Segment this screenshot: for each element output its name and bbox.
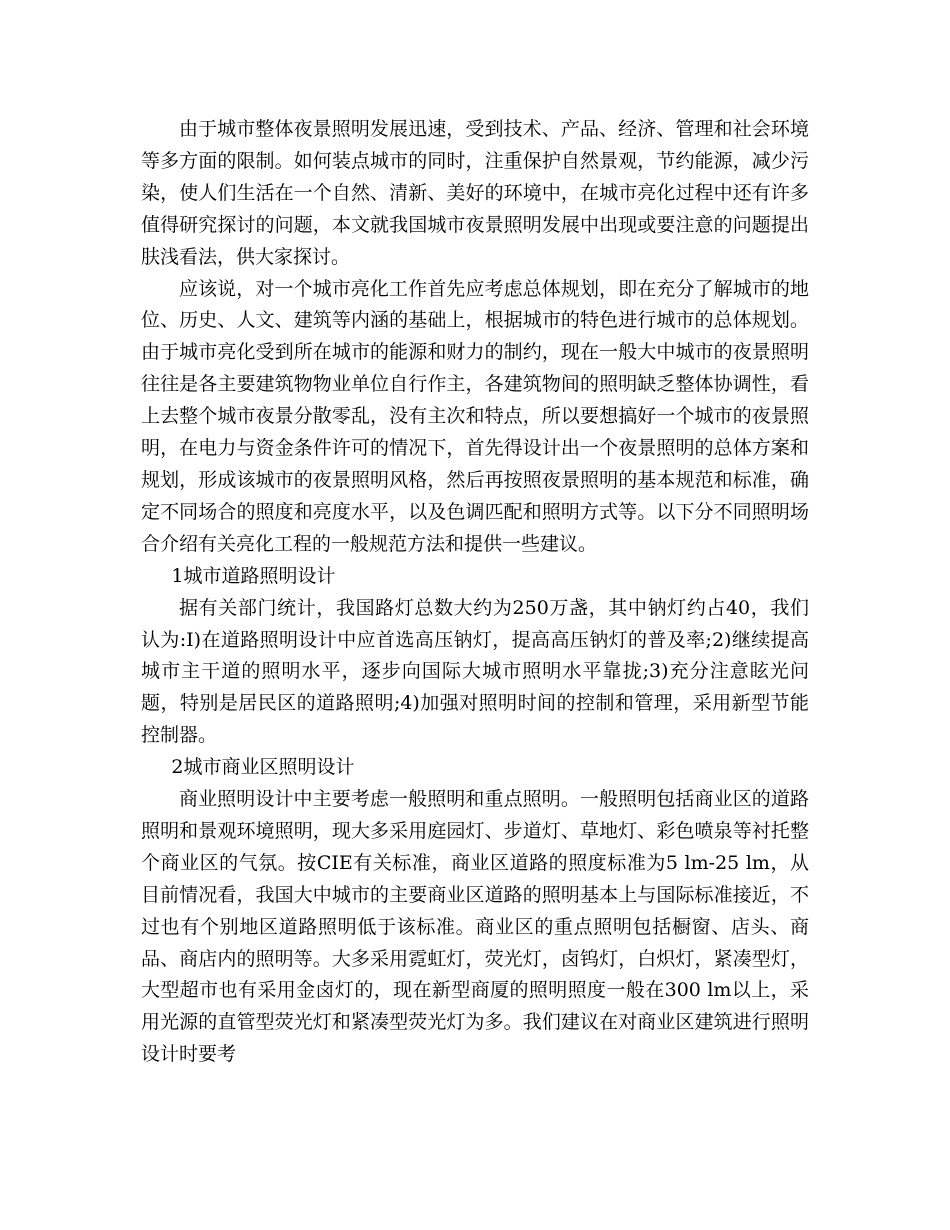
section-1-heading: 1城市道路照明设计 [171,564,336,587]
section-2-body: 商业照明设计中主要考虑一般照明和重点照明。一般照明包括商业区的道路照明和景观环境照明，现大多采用庭园灯、步道灯、草地灯、彩色喷泉等衬托整个商业区的气氛。按CIE有关标准，商业区道路的照度标准为5 lm-25 lm，从目前情况看，我国大中城市的主要商业区道路的照明基本上与国际标准接近，不过也有个别地区道路照明低于该标准。商业区的重点照明包括橱窗、店头、商品、商店内的照明等。大多采用霓虹灯，荧光灯，卤钨灯，白炽灯，紧凑型灯，大型超市也有采用金卤灯的，现在新型商厦的照明照度一般在300 lm以上，采用光源的直管型荧光灯和紧凑型荧光灯为多。我们建议在对商业区建筑进行照明设计时要考 [141,788,809,1066]
intro-paragraph: 由于城市整体夜景照明发展迅速，受到技术、产品、经济、管理和社会环境等多方面的限制。如何装点城市的同时，注重保护自然景观，节约能源，减少污染，使人们生活在一个自然、清新、美好的环境中，在城市亮化过程中还有许多值得研究探讨的问题，本文就我国城市夜景照明发展中出现或要注意的问题提出肤浅看法，供大家探讨。 [141,118,809,268]
section-1-body: 据有关部门统计，我国路灯总数大约为250万盏，其中钠灯约占40，我们认为:I)在道路照明设计中应首选高压钠灯，提高高压钠灯的普及率;2)继续提高城市主干道的照明水平，逐步向国际大城市照明水平靠拢;3)充分注意眩光问题，特别是居民区的道路照明;4)加强对照明时间的控制和管理，采用新型节能控制器。 [141,596,809,747]
document-page [141,114,809,1071]
planning-paragraph: 应该说，对一个城市亮化工作首先应考虑总体规划，即在充分了解城市的地位、历史、人文、建筑等内涵的基础上，根据城市的特色进行城市的总体规划。由于城市亮化受到所在城市的能源和财力的制约，现在一般大中城市的夜景照明往往是各主要建筑物物业单位自行作主，各建筑物间的照明缺乏整体协调性，看上去整个城市夜景分散零乱，没有主次和特点，所以要想搞好一个城市的夜景照明，在电力与资金条件许可的情况下，首先得设计出一个夜景照明的总体方案和规划，形成该城市的夜景照明风格，然后再按照夜景照明的基本规范和标准，确定不同场合的照度和亮度水平，以及色调匹配和照明方式等。以下分不同照明场合介绍有关亮化工程的一般规范方法和提供一些建议。 [141,277,809,555]
section-2-heading: 2城市商业区照明设计 [171,756,355,779]
